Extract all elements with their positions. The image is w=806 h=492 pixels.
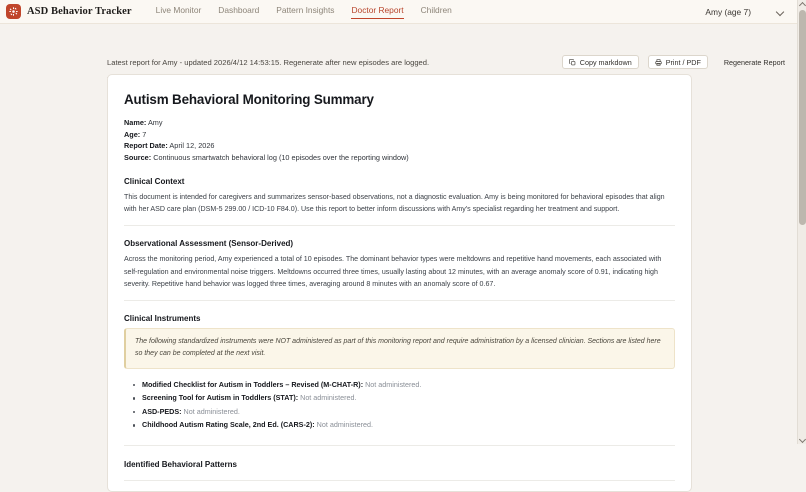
regenerate-report-button[interactable] — [717, 55, 792, 69]
clinical-instruments-callout-text: The following standardized instruments were NOT administered as part of this monitoring report and require administration by a licensed clinician. Sections are listed here so they can be completed at the next visit. — [135, 337, 661, 358]
divider — [124, 480, 675, 481]
printer-icon — [655, 59, 662, 66]
meta-source — [124, 152, 675, 164]
instrument-status: Not administered. — [363, 379, 422, 389]
top-navigation-bar — [0, 0, 806, 24]
clinical-context-body: This document is intended for caregivers and summarizes sensor-based observations, not a diagnostic evaluation. Amy is being monitored for behavioral episodes that align with her ASD care plan (DSM-5 299.00 / ICD-10 F84.0). Use this report to better inform discussions with Amy's specialist regarding her treatment and support. — [124, 192, 665, 214]
instrument-name: Screening Tool for Autism in Toddlers (STAT): — [142, 393, 299, 403]
section-heading-identified-patterns: Identified Behavioral Patterns — [124, 459, 237, 469]
meta-age-label: Age: — [124, 129, 141, 139]
page-title: Autism Behavioral Monitoring Summary — [124, 92, 374, 107]
scroll-down-arrow-icon[interactable] — [800, 436, 806, 442]
scroll-up-arrow-icon[interactable] — [800, 2, 806, 8]
divider — [124, 300, 675, 301]
meta-age — [124, 129, 675, 141]
meta-report-date — [124, 140, 675, 152]
child-selector-value: Amy (age 7) — [705, 6, 751, 17]
meta-name — [124, 117, 675, 129]
section-heading-observational-assessment: Observational Assessment (Sensor-Derived) — [124, 239, 294, 248]
nav-link-dashboard[interactable]: Dashboard — [218, 5, 260, 15]
meta-date-value: April 12, 2026 — [169, 141, 215, 151]
instrument-status: Not administered. — [314, 420, 373, 430]
meta-date-label: Report Date: — [124, 141, 168, 151]
scrollbar-thumb[interactable] — [799, 10, 806, 225]
divider — [124, 445, 675, 446]
copy-markdown-button[interactable] — [562, 55, 639, 69]
brand-name: ASD Behavior Tracker — [27, 6, 132, 17]
brand[interactable] — [6, 4, 132, 19]
list-item — [133, 391, 675, 405]
child-selector[interactable] — [705, 7, 784, 17]
instrument-name: Childhood Autism Rating Scale, 2nd Ed. (CARS-2): — [142, 420, 315, 430]
list-item — [133, 378, 675, 392]
meta-source-label: Source: — [124, 153, 152, 163]
meta-name-value: Amy — [147, 118, 163, 127]
list-item — [133, 418, 675, 432]
nav-link-live-monitor[interactable]: Live Monitor — [155, 5, 202, 15]
meta-name-label: Name: — [124, 118, 147, 127]
print-pdf-label: Print / PDF — [665, 57, 701, 67]
report-card — [107, 74, 692, 492]
list-item — [133, 405, 675, 419]
section-heading-clinical-instruments: Clinical Instruments — [124, 313, 201, 323]
meta-age-value: 7 — [142, 129, 147, 139]
instrument-name: Modified Checklist for Autism in Toddlers – Revised (M-CHAT-R): — [142, 379, 364, 389]
nav-link-doctor-report[interactable]: Doctor Report — [351, 5, 403, 18]
regenerate-report-label: Regenerate Report — [723, 57, 785, 67]
divider — [124, 225, 675, 226]
meta-source-value: Continuous smartwatch behavioral log (10 episodes over the reporting window) — [153, 153, 409, 163]
clinical-instruments-callout — [124, 328, 675, 369]
report-toolbar — [0, 24, 806, 67]
copy-icon — [569, 59, 576, 66]
print-pdf-button[interactable] — [648, 55, 708, 69]
section-heading-clinical-context: Clinical Context — [124, 176, 185, 186]
observational-assessment-body: Across the monitoring period, Amy experienced a total of 10 episodes. The dominant behavior types were meltdowns and repetitive hand movements, each associated with self-regulation and environmental noise triggers. Meltdowns occurred three times, usually lasting about 12 minutes, with an average anomaly score of 0.91, indicating high severity. Repetitive hand behavior was logged three times, averaging around 8 minutes with an anomaly score of 0.67. — [124, 255, 662, 289]
report-status-text: Latest report for Amy - updated 2026/4/12 14:53:15. Regenerate after new episodes are logged. — [107, 58, 430, 67]
nav-right-group — [705, 7, 798, 17]
nav-link-pattern-insights[interactable]: Pattern Insights — [276, 5, 335, 15]
primary-nav — [156, 5, 452, 18]
copy-markdown-label: Copy markdown — [579, 57, 632, 67]
report-actions — [562, 55, 792, 69]
instrument-name: ASD-PEDS: — [142, 406, 182, 416]
chevron-down-icon — [777, 8, 784, 15]
flower-gear-icon — [6, 4, 21, 19]
instrument-status: Not administered. — [181, 406, 240, 416]
nav-link-children[interactable]: Children — [420, 5, 452, 15]
page-scrollbar[interactable] — [797, 0, 806, 444]
instrument-status: Not administered. — [298, 393, 357, 403]
clinical-instruments-list — [124, 378, 675, 432]
